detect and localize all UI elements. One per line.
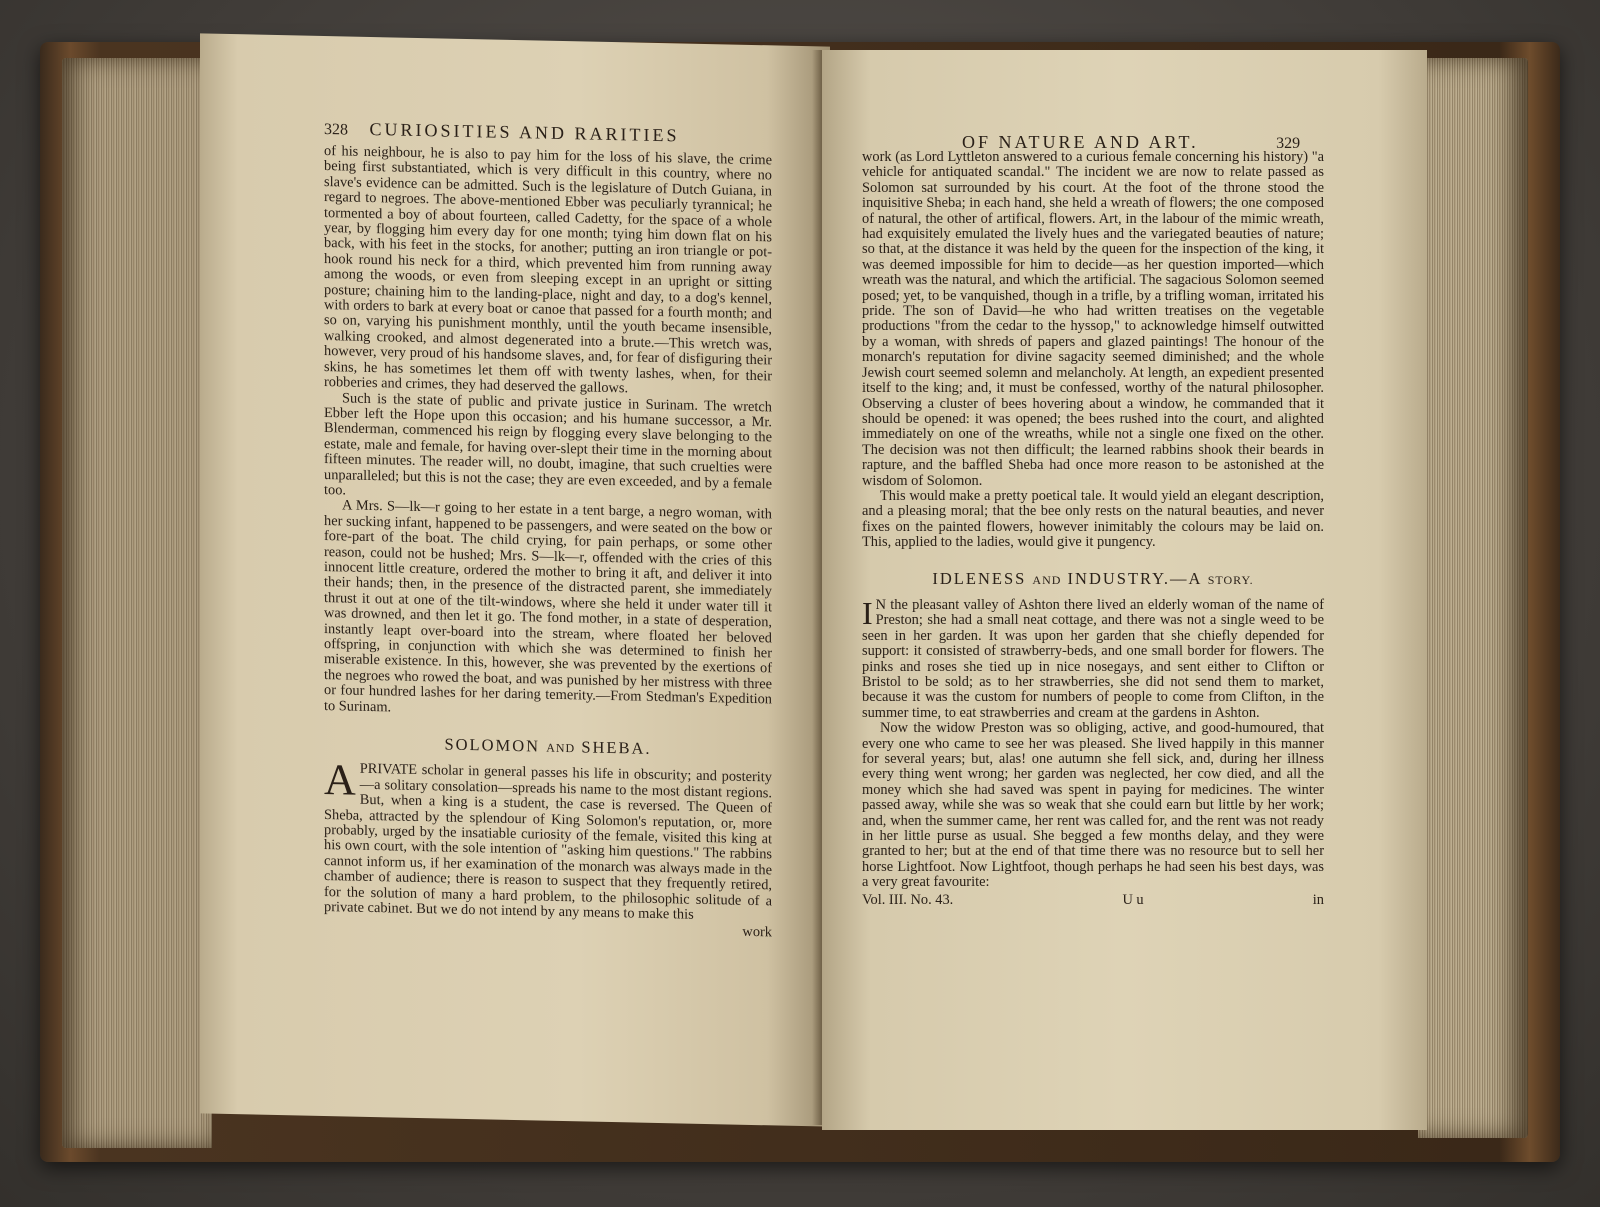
page-edges-right bbox=[1418, 58, 1528, 1138]
left-running-head bbox=[200, 115, 830, 149]
idleness-paragraph-2: Now the widow Preston was so obliging, active, and good-humoured, that every one who came to see her was pleased. She lived happily in this manner for several years; but, alas! one autumn she fell sick, and, during her illness every thing went wrong; her garden was neglected, her cow died, and all the money which she had saved was spent in paying for medicines. The winter passed away, while she was so weak that she could earn but little by her work; and, when the summer came, her rent was called for, and the rent was not ready in her little purse as usual. She begged a few months delay, and they were granted to her; but at the end of that time there was no resource but to sell her horse Lightfoot. Now Lightfoot, though perhaps he had seen his best days, was a very great favourite: bbox=[862, 720, 1324, 891]
right-paragraph-1: work (as Lord Lyttleton answered to a curious female concerning his history) "a vehicle for antiquated scandal." The incident we are now to relate passed as Solomon sat surrounded by his court. At the foot of the throne stood the inquisitive Sheba; in each hand, she held a wreath of flowers; the one composed of natural, the other of artifical, flowers. Art, in the labour of the mimic wreath, had exquisitely emulated the lively hues and the variegated beauties of nature; so that, at the distance it was held by the queen for the inspection of the king, it was deemed impossible for him to decide—as her question imported—which wreath was the natural, and which the artificial. The sagacious Solomon seemed posed; yet, to be vanquished, though in a trifle, by a trifling woman, irritated his pride. The son of David—he who had written treatises on the vegetable productions "from the cedar to the hyssop," to acknowledge himself outwitted by a woman, with shreds of papers and glazed paintings! The honour of the monarch's reputation for divine sagacity seemed diminished; and the whole Jewish court seemed solemn and melancholy. At length, an expedient presented itself to the king; and, it must be confessed, worthy of the natural philosopher. Observing a cluster of bees hovering about a window, he commanded that it should be opened: it was opened; the bees rushed into the court, and alighted immediately on one of the wreaths, while not a single one fixed on the other. The decision was not then difficult; the learned rabbins shook their beards in rapture, and the baffled Sheba had once more reason to be astonished at the wisdom of Solomon. bbox=[862, 149, 1324, 489]
left-paragraph-2: Such is the state of public and private justice in Surinam. The wretch Ebber left the Hope upon this occasion; and his humane successor, a Mr. Blenderman, commenced his reign by flogging every slave belonging to the estate, male and female, for having over-slept their time in the morning about fifteen minutes. The reader will, no doubt, imagine, that such cruelties were unparalleled; but this is not the case; they are even exceeded, and by a female too. bbox=[324, 389, 772, 499]
left-running-title: CURIOSITIES AND RARITIES bbox=[369, 118, 680, 146]
right-catchword: in bbox=[1312, 891, 1324, 908]
section-title-idleness-industry: IDLENESS AND INDUSTRY.—A STORY. bbox=[932, 568, 1254, 588]
dropcap-i: I bbox=[862, 594, 873, 631]
right-page-footer bbox=[862, 893, 1324, 908]
signature-mark: U u bbox=[1122, 891, 1144, 908]
solomon-sheba-paragraph: APRIVATE scholar in general passes his life in obscurity; and posterity—a solitary consolation—spreads his name to the most distant regions. But, when a king is a student, the case is reversed. The Queen of Sheba, attracted by the splendour of King Solomon's reputation, or, more probably, urged by the insatiable curiosity of the female, visited this king at his own court, with the sole intention of "asking him questions." The rabbins cannot inform us, if her examination of the monarch was always made in the chamber of audience; there is reason to suspect that they frequently retired, for the solution of many a hard problem, to the philosophic solitude of a private cabinet. But we do not intend by any means to make this bbox=[324, 755, 772, 923]
left-page bbox=[200, 33, 830, 1126]
section-title-solomon-sheba: SOLOMON AND SHEBA. bbox=[444, 734, 652, 758]
right-page bbox=[822, 50, 1427, 1130]
left-page-number: 328 bbox=[324, 120, 348, 139]
dropcap-a: A bbox=[324, 755, 356, 806]
right-page-number: 329 bbox=[1276, 135, 1301, 152]
left-catchword: work bbox=[742, 923, 772, 940]
volume-signature: Vol. III. No. 43. bbox=[862, 891, 954, 908]
idleness-paragraph-1: I N the pleasant valley of Ashton there lived an elderly woman of the name of Preston; she had a small neat cottage, and there was not a single weed to be seen in her garden. It was upon her garden that she chiefly depended for support: it consisted of strawberry-beds, and one small border for flowers. The pinks and roses she tied up in nice nosegays, and sent either to Clifton or Bristol to be sold; as to her strawberries, she did not send them to market, because it was the custom for numbers of people to come from Clifton, in the summer time, to eat strawberries and cream at the gardens in Ashton. bbox=[862, 594, 1324, 721]
page-edges-left bbox=[62, 58, 212, 1148]
left-paragraph-1: of his neighbour, he is also to pay him for the loss of his slave, the crime being first substantiated, which is very difficult in this country, where no slave's evidence can be admitted. Such is the legislature of Dutch Guiana, in regard to negroes. The above-mentioned Ebber was peculiarly tyrannical; he tormented a boy of about fourteen, called Cadetty, for the space of a whole year, by flogging him every day for one month; tying him down flat on his back, with his feet in the stocks, for another; putting an iron triangle or pot-hook round his neck for a third, which prevented him from running away among the woods, or even from sleeping except in an upright or sitting posture; chaining him to the landing-place, night and day, to a dog's kennel, with orders to bark at every boat or canoe that passed for a fourth month; and so on, varying his punishment monthly, until the youth became insensible, walking crooked, and almost degenerated into a brute.—This wretch was, however, very proud of his handsome slaves, and, for fear of disfiguring their skins, he has sometimes let them off with twenty lashes, when, for their robberies and crimes, they had deserved the gallows. bbox=[324, 142, 772, 397]
left-page-body bbox=[324, 144, 772, 940]
right-running-title: OF NATURE AND ART. bbox=[962, 132, 1199, 152]
right-page-body bbox=[862, 150, 1324, 908]
left-paragraph-3: A Mrs. S—lk—r going to her estate in a tent barge, a negro woman, with her sucking infant, happened to be passengers, and were seated on the bow or fore-part of the boat. The child crying, for pain perhaps, or some other reason, could not be hushed; Mrs. S—lk—r, offended with the cries of this innocent little creature, ordered the mother to bring it aft, and deliver it into their hands; then, in the presence of the distracted parent, she immediately thrust it out at one of the tilt-windows, where she held it under water till it was drowned, and then let it go. The fond mother, in a state of desperation, instantly leapt over-board into the stream, where floated her beloved offspring, in conjunction with which she was determined to finish her miserable existence. In this, however, she was prevented by the exertions of the negroes who rowed the boat, and was punished by her mistress with three or four hundred lashes for her daring temerity.—From Stedman's Expedition to Surinam. bbox=[324, 497, 772, 716]
right-paragraph-2: This would make a pretty poetical tale. It would yield an elegant description, and a pleasing moral; that the bee only rests on the natural beauties, and never fixes on the painted flowers, however inimitably the colours may be laid on. This, applied to the ladies, would give it pungency. bbox=[862, 487, 1324, 551]
